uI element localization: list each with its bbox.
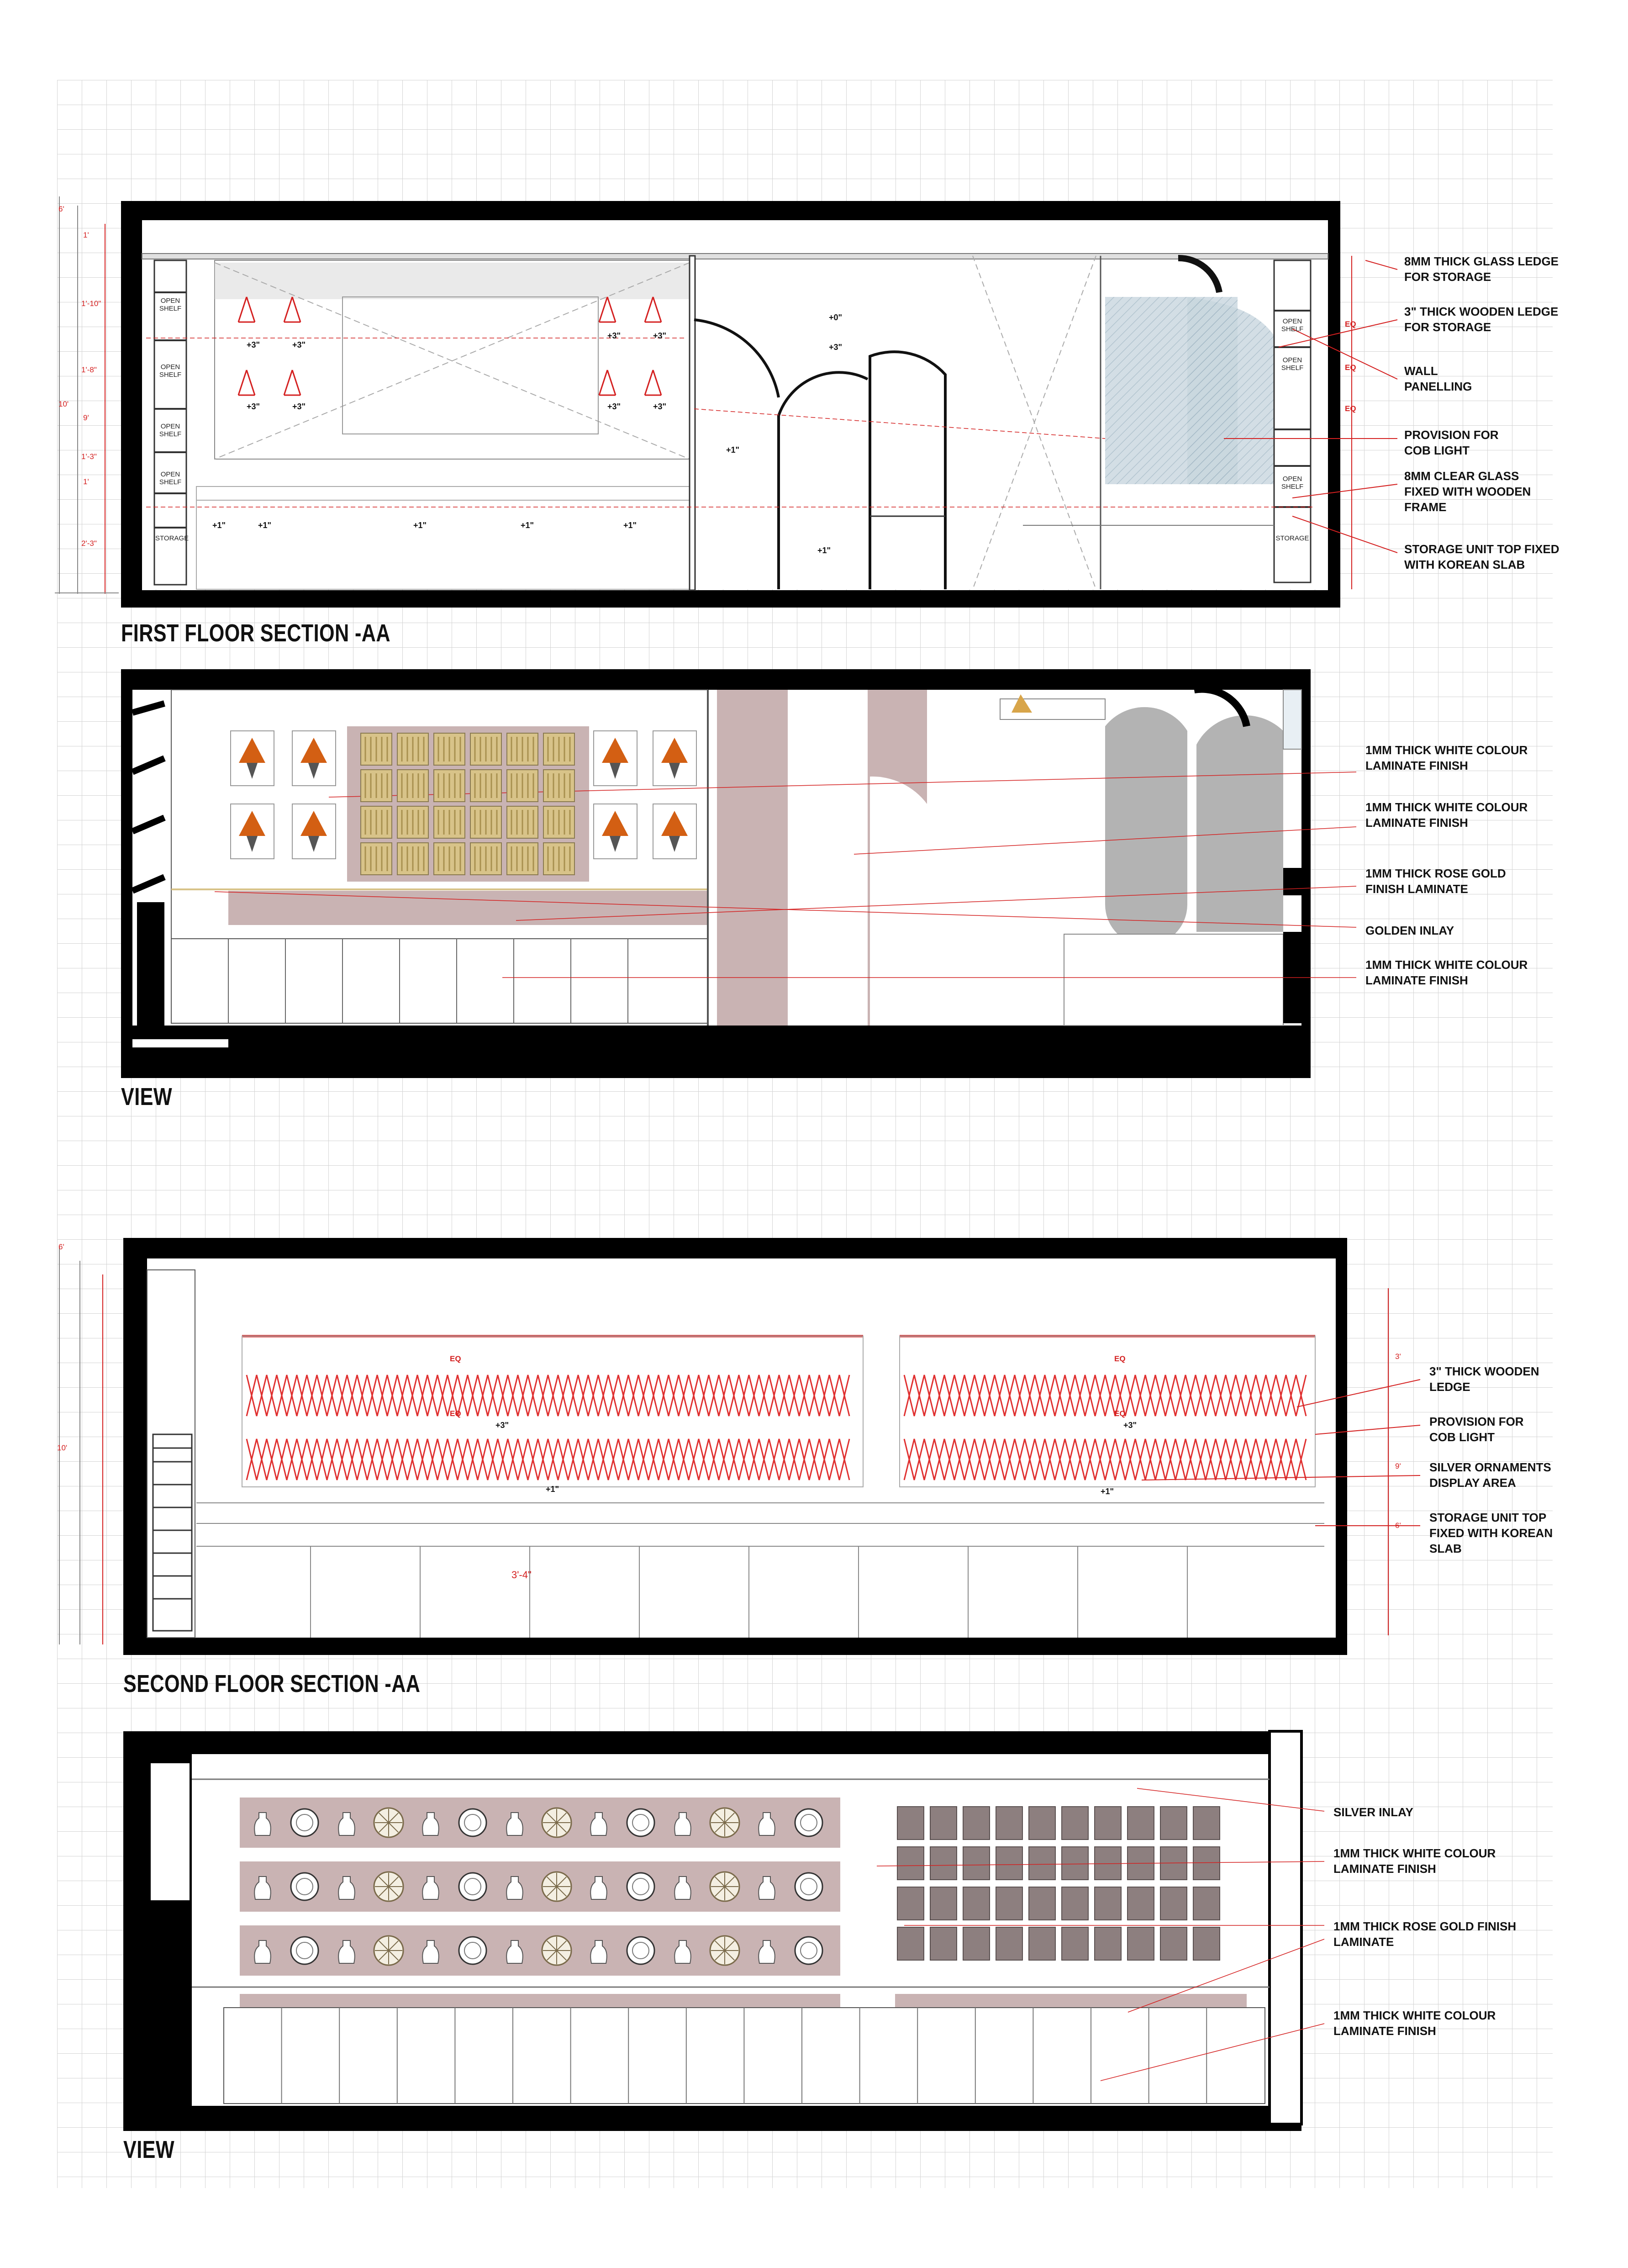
brass-frame bbox=[397, 806, 428, 838]
height-dim: 10' bbox=[57, 1443, 68, 1452]
level-mark: +3" bbox=[1123, 1421, 1137, 1430]
height-dim: 1' bbox=[83, 477, 89, 486]
note-wooden-ledge: 3" THICK WOODEN LEDGE FOR STORAGE bbox=[1404, 305, 1559, 334]
brass-frame bbox=[470, 770, 501, 802]
note-white-laminate: 1MM THICK WHITE COLOUR LAMINATE FINISH bbox=[1365, 800, 1528, 830]
eq-mark: EQ bbox=[1345, 363, 1356, 372]
shelf-label: OPEN SHELF bbox=[1281, 475, 1304, 491]
dim-text: 3'-4" bbox=[511, 1569, 532, 1581]
level-mark: +1" bbox=[546, 1485, 559, 1494]
brass-frame bbox=[470, 806, 501, 838]
brass-frame bbox=[434, 770, 465, 802]
lamp-tile bbox=[594, 804, 637, 859]
level-mark: +3" bbox=[829, 343, 843, 352]
display-tile bbox=[1029, 1807, 1055, 1840]
brass-frame bbox=[361, 733, 392, 765]
left-wall bbox=[121, 220, 142, 590]
ceiling-slab bbox=[121, 201, 1340, 220]
note-clear-glass: 8MM CLEAR GLASS FIXED WITH WOODEN FRAME bbox=[1404, 469, 1531, 514]
eq-mark: EQ bbox=[1345, 320, 1356, 328]
display-tile bbox=[1193, 1847, 1220, 1880]
lamp-tile bbox=[653, 804, 696, 859]
ornament-plate bbox=[795, 1873, 822, 1900]
eq-mark: EQ bbox=[1114, 1354, 1126, 1363]
display-tile bbox=[930, 1887, 957, 1920]
note-white-laminate: 1MM THICK WHITE COLOUR LAMINATE FINISH bbox=[1333, 1846, 1496, 1876]
display-tile bbox=[963, 1847, 990, 1880]
display-tile bbox=[1160, 1927, 1187, 1960]
note-storage-top: STORAGE UNIT TOP FIXED WITH KOREAN SLAB bbox=[1404, 542, 1560, 571]
lamp-tile bbox=[653, 731, 696, 786]
shelf-label: OPEN SHELF bbox=[159, 363, 182, 379]
note-rose-gold-laminate: 1MM THICK ROSE GOLD FINISH LAMINATE bbox=[1365, 867, 1506, 896]
ornament-plate bbox=[291, 1937, 318, 1964]
display-tile bbox=[1029, 1887, 1055, 1920]
display-tile bbox=[963, 1927, 990, 1960]
floor-slab bbox=[121, 590, 1340, 608]
ornament-plate bbox=[459, 1809, 486, 1836]
display-tile bbox=[1029, 1927, 1055, 1960]
note-rose-gold-laminate: 1MM THICK ROSE GOLD FINISH LAMINATE bbox=[1333, 1919, 1517, 1949]
brass-frame bbox=[434, 806, 465, 838]
second-floor-section-title: SECOND FLOOR SECTION -AA bbox=[123, 1670, 421, 1697]
display-tile bbox=[1127, 1807, 1154, 1840]
shelf-label: STORAGE bbox=[155, 534, 189, 542]
level-mark: +1" bbox=[521, 521, 534, 530]
eq-mark: EQ bbox=[1345, 404, 1356, 413]
display-tile bbox=[1193, 1927, 1220, 1960]
display-tile bbox=[1095, 1927, 1121, 1960]
display-tile bbox=[1127, 1927, 1154, 1960]
eq-mark: EQ bbox=[450, 1409, 461, 1418]
level-mark: +1" bbox=[726, 445, 740, 455]
brass-frame bbox=[543, 843, 574, 875]
note-glass-ledge: 8MM THICK GLASS LEDGE FOR STORAGE bbox=[1404, 254, 1559, 284]
ornament-plate bbox=[291, 1873, 318, 1900]
first-floor-section-title: FIRST FLOOR SECTION -AA bbox=[121, 619, 390, 647]
level-mark: +1" bbox=[623, 521, 637, 530]
level-mark: +3" bbox=[247, 340, 260, 349]
display-tile bbox=[1062, 1927, 1088, 1960]
display-tile bbox=[1193, 1887, 1220, 1920]
display-tile bbox=[963, 1807, 990, 1840]
note-silver-display: SILVER ORNAMENTS DISPLAY AREA bbox=[1429, 1460, 1551, 1490]
display-tile bbox=[930, 1847, 957, 1880]
display-tile bbox=[897, 1807, 924, 1840]
level-mark: +3" bbox=[247, 402, 260, 411]
brass-frame bbox=[543, 770, 574, 802]
brass-frame bbox=[397, 770, 428, 802]
brass-frame bbox=[361, 806, 392, 838]
display-tile bbox=[1127, 1887, 1154, 1920]
note-white-laminate: 1MM THICK WHITE COLOUR LAMINATE FINISH bbox=[1333, 2009, 1496, 2038]
ornament-plate bbox=[459, 1873, 486, 1900]
level-mark: +1" bbox=[212, 521, 226, 530]
height-dim: 1'-8" bbox=[81, 365, 97, 374]
brass-frame bbox=[543, 806, 574, 838]
display-tile bbox=[1095, 1887, 1121, 1920]
display-tile bbox=[1095, 1807, 1121, 1840]
height-dim: 1'-10" bbox=[81, 299, 101, 308]
display-tile bbox=[1062, 1847, 1088, 1880]
note-silver-inlay: SILVER INLAY bbox=[1333, 1805, 1413, 1819]
shelf-label: OPEN SHELF bbox=[1281, 317, 1304, 333]
brass-frame bbox=[507, 733, 538, 765]
level-mark: +3" bbox=[653, 331, 667, 340]
display-tile bbox=[1193, 1807, 1220, 1840]
shelf-label: OPEN SHELF bbox=[1281, 356, 1304, 372]
display-tile bbox=[930, 1927, 957, 1960]
brass-frame bbox=[397, 843, 428, 875]
note-white-laminate: 1MM THICK WHITE COLOUR LAMINATE FINISH bbox=[1365, 958, 1528, 987]
height-dim: 9' bbox=[1395, 1462, 1401, 1470]
display-tile bbox=[897, 1927, 924, 1960]
level-mark: +1" bbox=[817, 546, 831, 555]
display-tile bbox=[1160, 1807, 1187, 1840]
ornament-plate bbox=[795, 1937, 822, 1964]
shelf-label: OPEN SHELF bbox=[159, 471, 182, 486]
display-tile bbox=[996, 1887, 1022, 1920]
right-wall bbox=[1328, 220, 1340, 590]
ornament-plate bbox=[795, 1809, 822, 1836]
display-tile bbox=[897, 1847, 924, 1880]
level-mark: +0" bbox=[829, 313, 843, 322]
lamp-tile bbox=[292, 804, 336, 859]
height-dim: 6' bbox=[58, 1242, 64, 1251]
display-tile bbox=[1029, 1847, 1055, 1880]
ornament-plate bbox=[291, 1809, 318, 1836]
note-storage-top: STORAGE UNIT TOP FIXED WITH KOREAN SLAB bbox=[1429, 1511, 1553, 1555]
brass-frame bbox=[434, 733, 465, 765]
note-golden-inlay: GOLDEN INLAY bbox=[1365, 924, 1454, 937]
level-mark: +1" bbox=[1101, 1487, 1114, 1496]
display-tile bbox=[963, 1887, 990, 1920]
brass-frame bbox=[434, 843, 465, 875]
lamp-tile bbox=[231, 804, 274, 859]
level-mark: +1" bbox=[258, 521, 272, 530]
ornament-plate bbox=[627, 1873, 654, 1900]
display-tile bbox=[897, 1887, 924, 1920]
height-dim: 2'-3" bbox=[81, 539, 97, 548]
level-mark: +3" bbox=[495, 1421, 509, 1430]
height-dim: 9' bbox=[83, 413, 89, 422]
display-tile bbox=[1062, 1807, 1088, 1840]
brass-frame bbox=[507, 806, 538, 838]
height-dim: 1' bbox=[83, 231, 89, 239]
level-mark: +3" bbox=[653, 402, 667, 411]
second-floor-view-drawing bbox=[123, 1731, 1324, 2131]
brass-frame bbox=[361, 770, 392, 802]
first-view-title: VIEW bbox=[121, 1083, 173, 1110]
display-tile bbox=[996, 1927, 1022, 1960]
second-floor-section-drawing bbox=[59, 1238, 1420, 1655]
display-tile bbox=[996, 1807, 1022, 1840]
brass-frame bbox=[507, 770, 538, 802]
height-dim: 6' bbox=[1395, 1521, 1401, 1530]
note-wooden-ledge: 3" THICK WOODEN LEDGE bbox=[1429, 1364, 1539, 1394]
note-wall-panelling: WALL PANELLING bbox=[1404, 364, 1472, 393]
level-mark: +3" bbox=[607, 402, 621, 411]
shelf-label: STORAGE bbox=[1275, 534, 1309, 542]
note-cob-light: PROVISION FOR COB LIGHT bbox=[1429, 1415, 1524, 1444]
level-mark: +1" bbox=[413, 521, 427, 530]
height-dim: 6' bbox=[58, 205, 64, 213]
level-mark: +3" bbox=[607, 331, 621, 340]
height-dim: 3' bbox=[1395, 1352, 1401, 1361]
second-view-title: VIEW bbox=[123, 2136, 175, 2163]
lamp-tile bbox=[292, 731, 336, 786]
eq-mark: EQ bbox=[1114, 1409, 1126, 1418]
brass-frame bbox=[361, 843, 392, 875]
brass-frame bbox=[507, 843, 538, 875]
brass-frame bbox=[470, 733, 501, 765]
eq-mark: EQ bbox=[450, 1354, 461, 1363]
note-white-laminate: 1MM THICK WHITE COLOUR LAMINATE FINISH bbox=[1365, 743, 1528, 772]
display-tile bbox=[996, 1847, 1022, 1880]
level-mark: +3" bbox=[292, 402, 306, 411]
shelf-label: OPEN SHELF bbox=[159, 423, 182, 438]
display-tile bbox=[930, 1807, 957, 1840]
level-mark: +3" bbox=[292, 340, 306, 349]
brass-frame bbox=[543, 733, 574, 765]
height-dim: 10' bbox=[58, 400, 69, 408]
brass-frame bbox=[470, 843, 501, 875]
ornament-plate bbox=[627, 1809, 654, 1836]
ornament-plate bbox=[459, 1937, 486, 1964]
shelf-label: OPEN SHELF bbox=[159, 297, 182, 312]
lamp-tile bbox=[231, 731, 274, 786]
height-dim: 1'-3" bbox=[81, 452, 97, 461]
display-tile bbox=[1160, 1887, 1187, 1920]
note-cob-light: PROVISION FOR COB LIGHT bbox=[1404, 428, 1499, 457]
lamp-tile bbox=[594, 731, 637, 786]
brass-frame bbox=[397, 733, 428, 765]
ornament-plate bbox=[627, 1937, 654, 1964]
display-tile bbox=[1062, 1887, 1088, 1920]
